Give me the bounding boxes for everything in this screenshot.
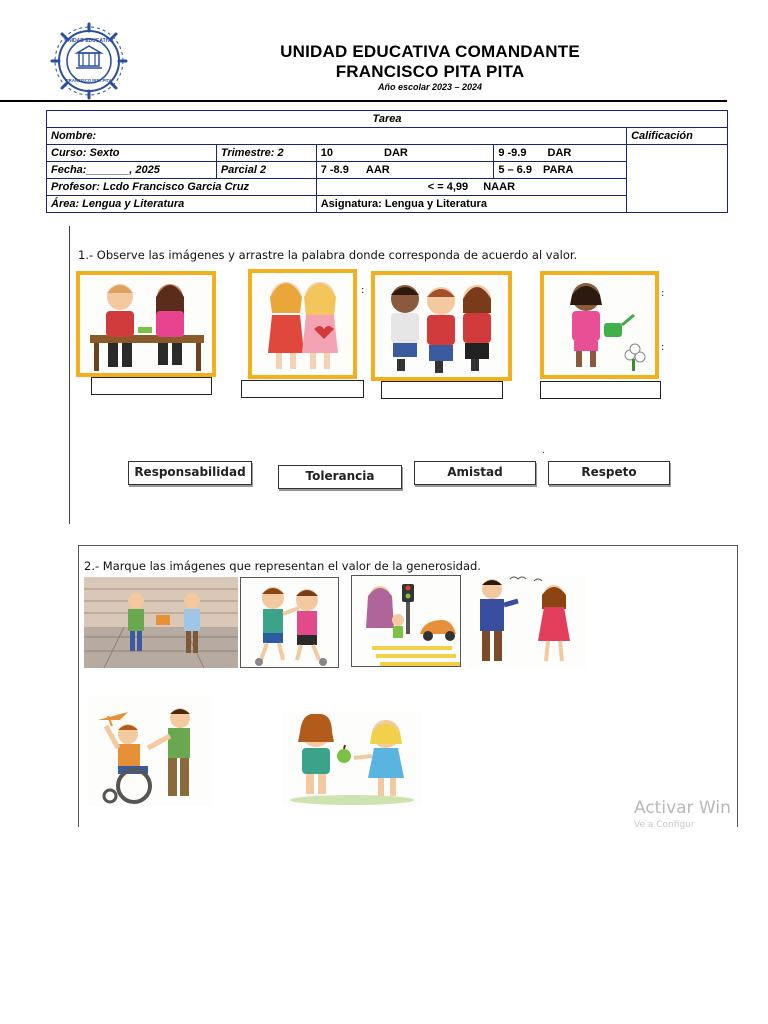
picture-girls-hugging xyxy=(248,269,357,379)
teacher-field: Profesor: Lcdo Francisco Garcia Cruz xyxy=(47,179,317,196)
scale-code: DAR xyxy=(547,147,572,159)
scale-row-2 xyxy=(494,145,627,162)
date-field[interactable]: Fecha:_______, 2025 xyxy=(47,162,217,179)
answer-drop-box[interactable] xyxy=(540,381,661,399)
question1-text: 1.- Observe las imágenes y arrastre la palabra donde corresponda de acuerdo al valor. xyxy=(78,248,578,262)
picture-adults-arguing[interactable] xyxy=(468,575,586,668)
picture-three-friends xyxy=(371,271,512,381)
word-responsabilidad[interactable]: Responsabilidad xyxy=(128,461,252,485)
sharing-apple-illustration xyxy=(282,712,422,806)
partial-field: Parcial 2 xyxy=(216,162,316,179)
stray-mark: : xyxy=(661,288,665,299)
school-name xyxy=(190,42,670,82)
boys-fighting-illustration xyxy=(241,578,338,667)
grade-header: Calificación xyxy=(627,128,728,145)
three-friends-illustration xyxy=(375,275,508,377)
wheelchair-help-illustration xyxy=(88,696,212,806)
school-year: Año escolar 2023 – 2024 xyxy=(377,82,483,92)
kids-studying-illustration xyxy=(80,275,212,373)
stray-mark: . xyxy=(542,446,545,456)
scale-code: AAR xyxy=(365,164,390,176)
picture-kids-studying xyxy=(76,271,216,377)
picture-helping-elder[interactable] xyxy=(351,575,461,667)
grade-cell[interactable] xyxy=(627,145,728,213)
scale-row-5 xyxy=(316,179,626,196)
scale-range: 10 xyxy=(320,147,333,159)
scale-range: 9 -9.9 xyxy=(498,147,527,159)
name-field[interactable]: Nombre: xyxy=(47,128,627,145)
course-field: Curso: Sexto xyxy=(47,145,217,162)
picture-sharing-apple[interactable] xyxy=(282,712,422,806)
answer-drop-box[interactable] xyxy=(241,380,364,398)
question2-text: 2.- Marque las imágenes que representan el valor de la generosidad. xyxy=(84,559,481,573)
scale-code: PARA xyxy=(543,164,574,176)
boys-sharing-illustration xyxy=(84,577,238,668)
word-respeto[interactable]: Respeto xyxy=(548,461,670,485)
stray-mark: : xyxy=(661,342,665,353)
activation-watermark: Activar Win xyxy=(634,798,731,818)
scale-range: 5 – 6.9 xyxy=(498,164,532,176)
word-amistad[interactable]: Amistad xyxy=(414,461,536,485)
picture-boys-fighting[interactable] xyxy=(240,577,339,668)
scale-code: DAR xyxy=(384,147,408,159)
scale-range: < = 4,99 xyxy=(427,181,469,193)
scale-code: NAAR xyxy=(483,181,516,193)
school-name-line1: UNIDAD EDUCATIVA COMANDANTE xyxy=(280,42,580,61)
picture-girl-watering xyxy=(540,271,659,379)
answer-drop-box[interactable] xyxy=(381,381,503,399)
picture-wheelchair-help[interactable] xyxy=(88,696,212,806)
table-title: Tarea xyxy=(47,111,728,128)
scale-range: 7 -8.9 xyxy=(320,164,349,176)
word-tolerancia[interactable]: Tolerancia xyxy=(278,465,402,489)
helping-elder-illustration xyxy=(352,576,460,666)
area-field: Área: Lengua y Literatura xyxy=(47,196,317,213)
scale-row-3 xyxy=(316,162,494,179)
trimester-field: Trimestre: 2 xyxy=(216,145,316,162)
school-name-line2: FRANCISCO PITA PITA xyxy=(335,62,525,81)
girl-watering-illustration xyxy=(544,275,655,375)
logo-text-top: UNIDAD EDUCATIVA xyxy=(64,38,114,44)
girls-hugging-illustration xyxy=(252,273,353,375)
logo-text-bottom: FRANCISCO PITA PITA xyxy=(66,78,112,83)
info-table xyxy=(46,110,728,213)
scale-row-1 xyxy=(316,145,494,162)
stray-mark: : xyxy=(361,285,365,296)
header-divider xyxy=(0,100,727,102)
answer-drop-box[interactable] xyxy=(91,377,212,395)
school-logo xyxy=(50,22,128,100)
section1-left-rule xyxy=(69,226,70,524)
picture-boys-sharing[interactable] xyxy=(84,577,238,668)
scale-row-4 xyxy=(494,162,627,179)
adults-arguing-illustration xyxy=(468,575,586,668)
subject-field: Asignatura: Lengua y Literatura xyxy=(316,196,626,213)
activation-watermark-sub: Ve a Configur xyxy=(634,820,695,830)
